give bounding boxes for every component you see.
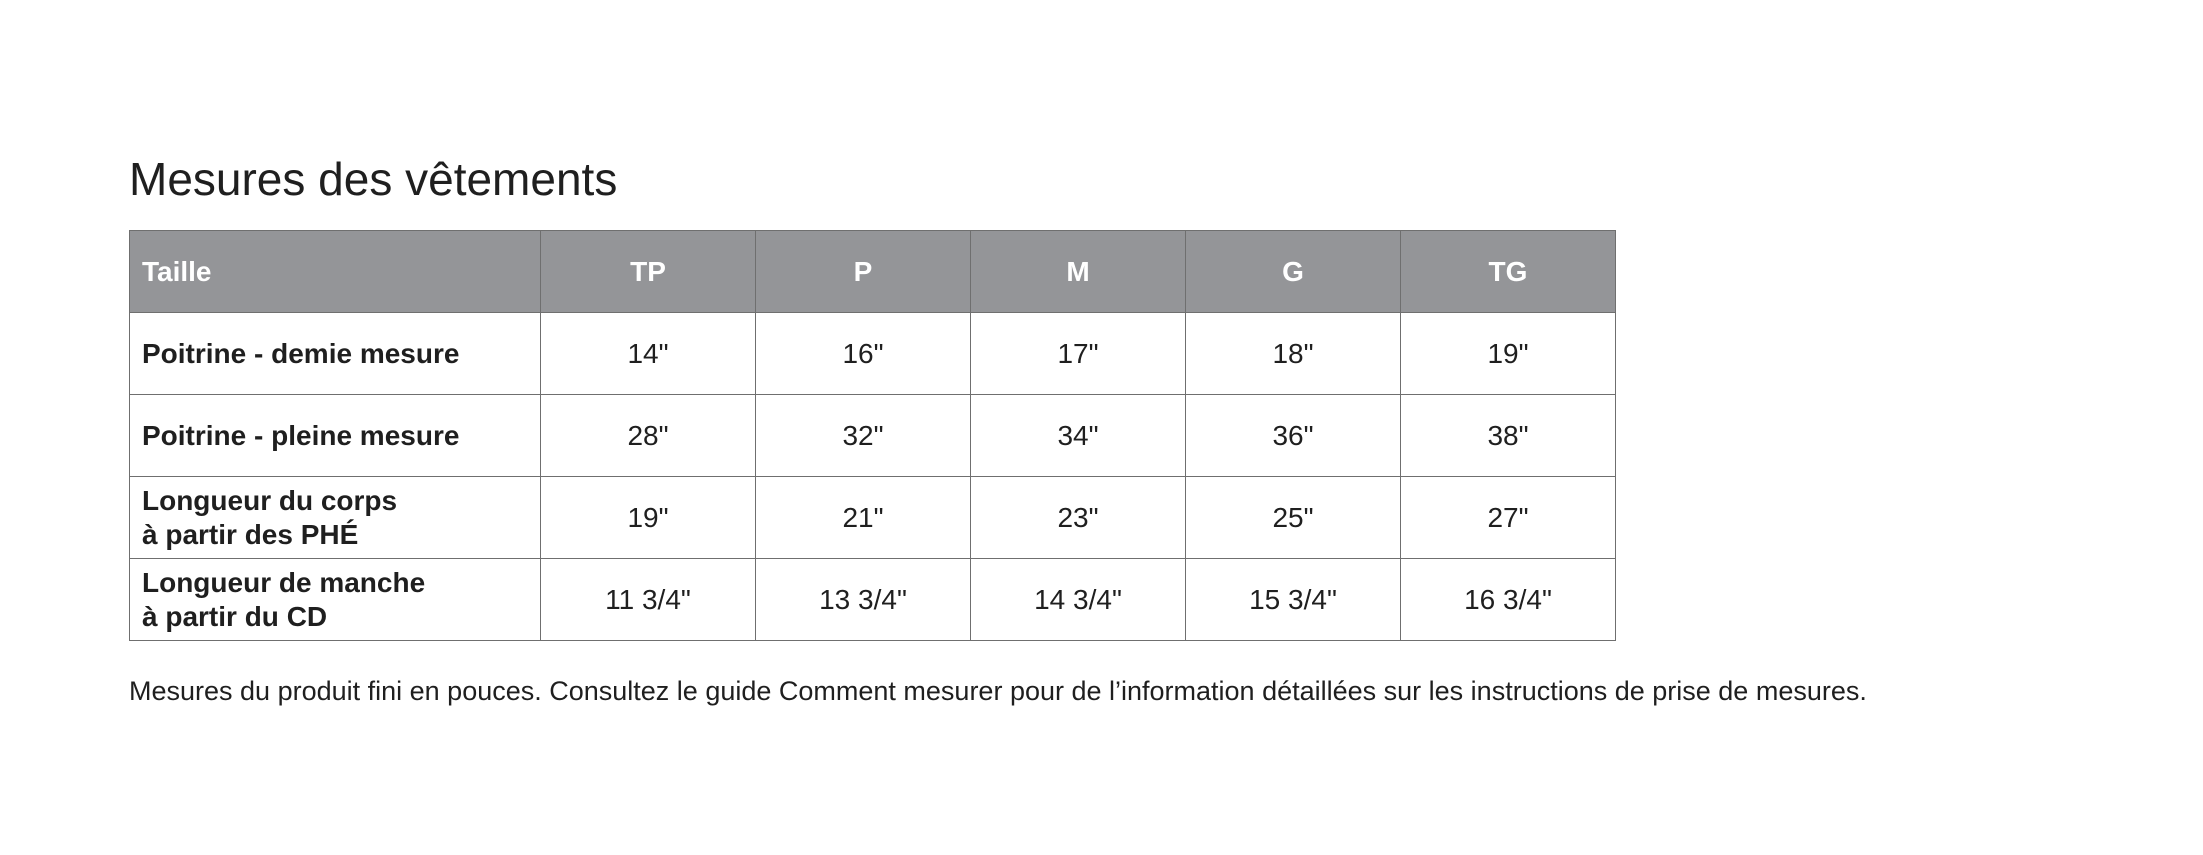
row-label-sleeve-length [130,559,541,641]
size-chart-table [129,230,1616,641]
table-row [130,313,1616,395]
table-cell: 18" [1186,313,1401,395]
table-cell: 16" [756,313,971,395]
row-label-line: Longueur de manche [142,567,426,599]
header-size-label: Taille [130,231,541,313]
table-cell: 23" [971,477,1186,559]
table-cell: 36" [1186,395,1401,477]
header-size-g: G [1186,231,1401,313]
row-label-line: Longueur du corps [142,485,398,517]
table-cell: 19" [1401,313,1616,395]
table-cell: 38" [1401,395,1616,477]
page-title: Mesures des vêtements [129,153,618,205]
row-label-chest-half [130,313,541,395]
table-cell: 34" [971,395,1186,477]
header-size-p: P [756,231,971,313]
table-cell: 25" [1186,477,1401,559]
header-size-m: M [971,231,1186,313]
row-label-line: à partir des PHÉ [142,518,359,550]
header-size-tp: TP [541,231,756,313]
row-label-line: Poitrine - pleine mesure [142,419,460,451]
table-row [130,395,1616,477]
table-cell: 19" [541,477,756,559]
table-cell: 14 3/4" [971,559,1186,641]
table-cell: 21" [756,477,971,559]
row-label-line: Poitrine - demie mesure [142,337,460,369]
row-label-body-length [130,477,541,559]
table-cell: 16 3/4" [1401,559,1616,641]
table-cell: 27" [1401,477,1616,559]
table-cell: 32" [756,395,971,477]
table-cell: 15 3/4" [1186,559,1401,641]
table-cell: 14" [541,313,756,395]
table-cell: 28" [541,395,756,477]
table-cell: 13 3/4" [756,559,971,641]
table-row [130,559,1616,641]
header-size-tg: TG [1401,231,1616,313]
table-cell: 17" [971,313,1186,395]
table-cell: 11 3/4" [541,559,756,641]
table-row [130,477,1616,559]
row-label-line: à partir du CD [142,600,328,632]
table-header-row [130,231,1616,313]
measurement-note: Mesures du produit fini en pouces. Consultez le guide Comment mesurer pour de l’information détaillées sur les instructions de prise de mesures. [129,676,1867,706]
row-label-chest-full [130,395,541,477]
